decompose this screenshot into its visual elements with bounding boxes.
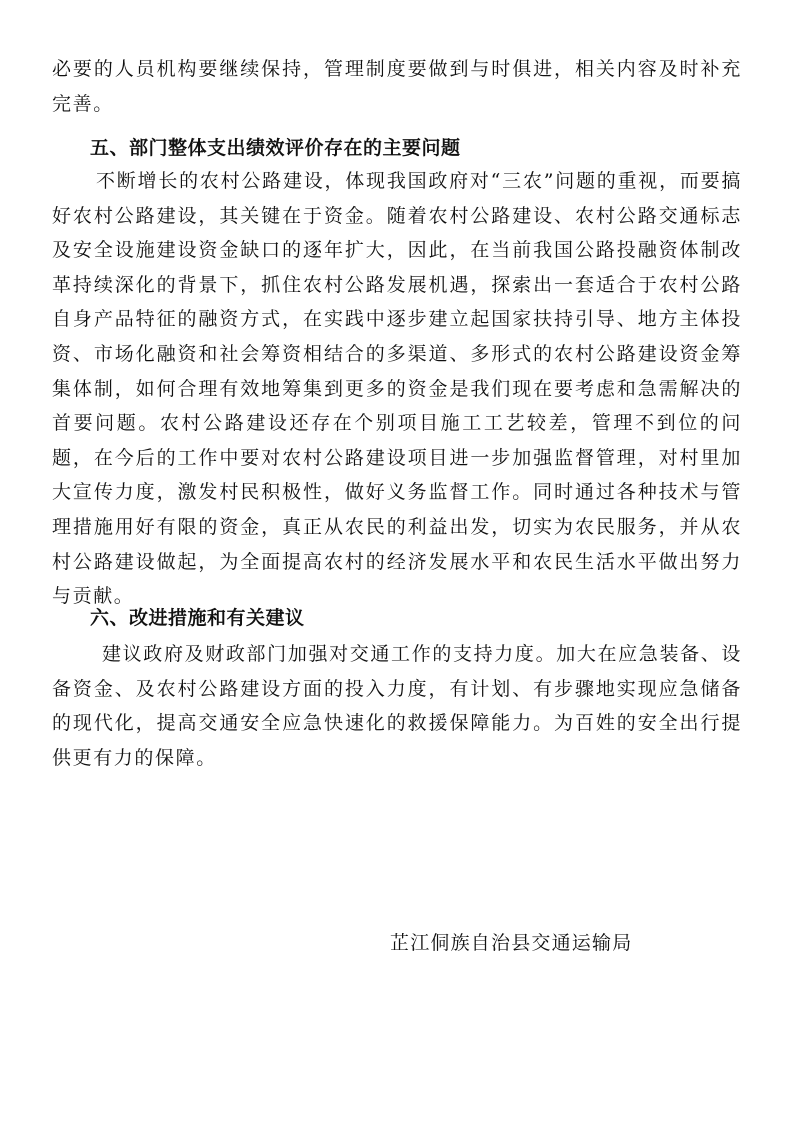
section-6-heading: 六、改进措施和有关建议 (90, 607, 305, 629)
continuation-paragraph: 必要的人员机构要继续保持，管理制度要做到与时俱进，相关内容及时补充完善。 (52, 58, 742, 115)
section-5-paragraph: 不断增长的农村公路建设，体现我国政府对“三农”问题的重视，而要搞好农村公路建设，其关键在于资金。随着农村公路建设、农村公路交通标志及安全设施建设资金缺口的逐年扩大，因此，在当前我国公路投融资体制改革持续深化的背景下，抓住农村公路发展机遇，探索出一套适合于农村公路自身产品特征的融资方式，在实践中逐步建立起国家扶持引导、地方主体投资、市场化融资和社会筹资相结合的多渠道、多形式的农村公路建设资金筹集体制，如何合理有效地筹集到更多的资金是我们现在要考虑和急需解决的首要问题。农村公路建设还存在个别项目施工工艺较差，管理不到位的问题，在今后的工作中要对农村公路建设项目进一步加强监督管理，对村里加大宣传力度，激发村民积极性，做好义务监督工作。同时通过各种技术与管理措施用好有限的资金，真正从农民的利益出发，切实为农民服务，并从农村公路建设做起，为全面提高农村的经济发展水平和农民生活水平做出努力与贡献。 (52, 170, 742, 608)
section-6-paragraph: 建议政府及财政部门加强对交通工作的支持力度。加大在应急装备、设备资金、及农村公路建设方面的投入力度，有计划、有步骤地实现应急储备的现代化，提高交通安全应急快速化的救援保障能力。为百姓的安全出行提供更有力的保障。 (52, 643, 742, 769)
section-5-heading: 五、部门整体支出绩效评价存在的主要问题 (90, 137, 461, 159)
issuer-signature: 芷江侗族自治县交通运输局 (390, 932, 633, 954)
